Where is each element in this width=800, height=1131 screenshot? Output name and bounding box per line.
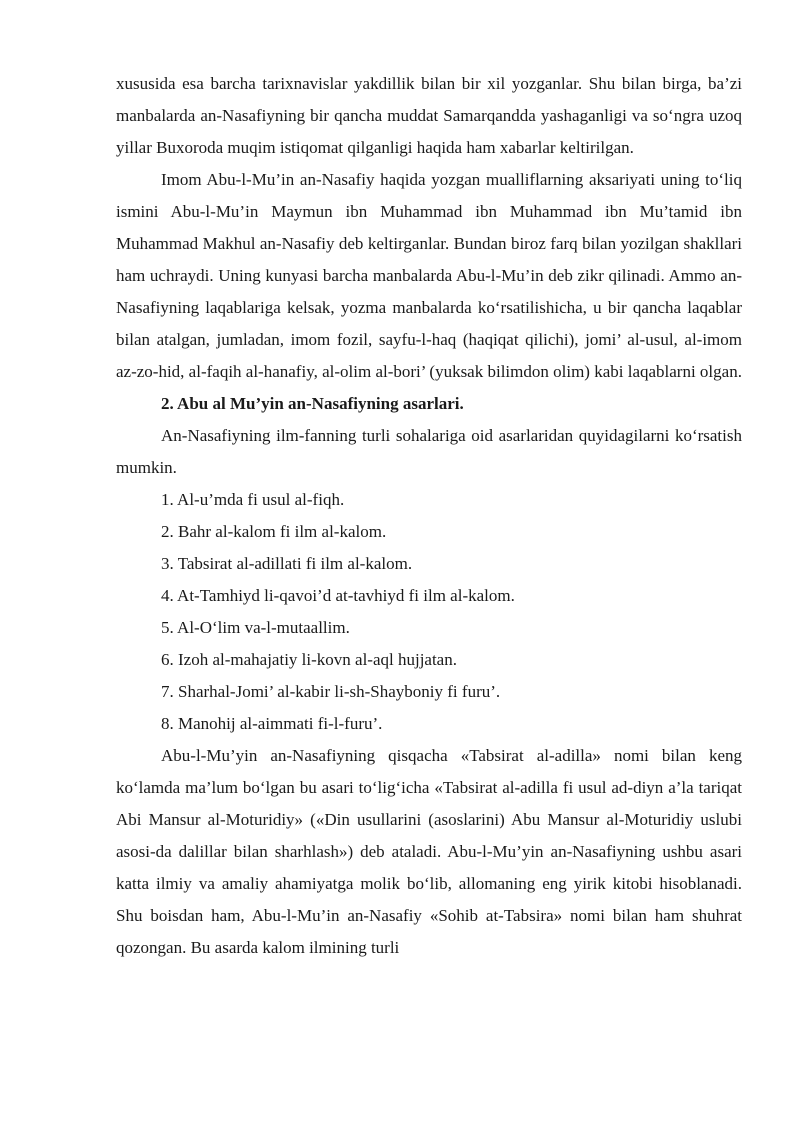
paragraph-works-intro: An-Nasafiyning ilm-fanning turli sohalariga oid asarlaridan quyidagilarni ko‘rsatish mumkin.: [116, 426, 742, 477]
list-item: 5. Al-O‘lim va-l-mutaallim.: [161, 618, 350, 637]
list-item: 3. Tabsirat al-adillati fi ilm al-kalom.: [161, 554, 413, 573]
paragraph-tabsira: Abu-l-Mu’yin an-Nasafiyning qisqacha «Tabsirat al-adilla» nomi bilan keng ko‘lamda ma’lum bo‘lgan bu asari to‘lig‘icha «Tabsirat al-adilla fi usul ad-diyn a’la tariqat Abi Mansur al-Moturidiy» («Din usullarini (asoslarini) Abu Mansur al-Moturidiy uslubi asosi-da dalillar bilan sharhlash») deb ataladi. Abu-l-Mu’yin an-Nasafiyning ushbu asari katta ilmiy va amaliy ahamiyatga molik bo‘lib, allomaning eng yirik kitobi hisoblanadi. Shu boisdan ham, Abu-l-Mu’in an-Nasafiy «Sohib at-Tabsira» nomi bilan ham shuhrat qozongan. Bu asarda kalom ilmining turli: [116, 746, 742, 957]
paragraph-intro: xususida esa barcha tarixnavislar yakdillik bilan bir xil yozganlar. Shu bilan birga, ba’zi manbalarda an-Nasafiyning bir qancha muddat Samarqandda yashaganligi va so‘ngra uzoq yillar Buxoroda muqim istiqomat qilganligi haqida ham xabarlar keltirilgan.: [116, 74, 742, 157]
list-item: 1. Al-u’mda fi usul al-fiqh.: [161, 490, 345, 509]
works-list: [116, 484, 742, 740]
list-item: 8. Manohij al-aimmati fi-l-furu’.: [161, 714, 383, 733]
list-item: 6. Izoh al-mahajatiy li-kovn al-aql hujjatan.: [161, 650, 457, 669]
section-heading: 2. Abu al Mu’yin an-Nasafiyning asarlari.: [161, 394, 464, 413]
paragraph-full-name: Imom Abu-l-Mu’in an-Nasafiy haqida yozgan mualliflarning aksariyati uning to‘liq ismini Abu-l-Mu’in Maymun ibn Muhammad ibn Muhammad ibn Mu’tamid ibn Muhammad Makhul an-Nasafiy deb keltirganlar. Bundan biroz farq bilan yozilgan shakllari ham uchraydi. Uning kunyasi barcha manbalarda Abu-l-Mu’in deb zikr qilinadi. Ammo an-Nasafiyning laqablariga kelsak, yozma manbalarda ko‘rsatilishicha, u bir qancha laqablar bilan atalgan, jumladan, imom fozil, sayfu-l-haq (haqiqat qilichi), jomi’ al-usul, al-imom az-zo-hid, al-faqih al-hanafiy, al-olim al-bori’ (yuksak bilimdon olim) kabi laqablarni olgan.: [116, 170, 742, 381]
list-item: 7. Sharhal-Jomi’ al-kabir li-sh-Shayboniy fi furu’.: [161, 682, 501, 701]
list-item: 2. Bahr al-kalom fi ilm al-kalom.: [161, 522, 387, 541]
list-item: 4. At-Tamhiyd li-qavoi’d at-tavhiyd fi ilm al-kalom.: [161, 586, 515, 605]
document-page: [116, 68, 742, 964]
